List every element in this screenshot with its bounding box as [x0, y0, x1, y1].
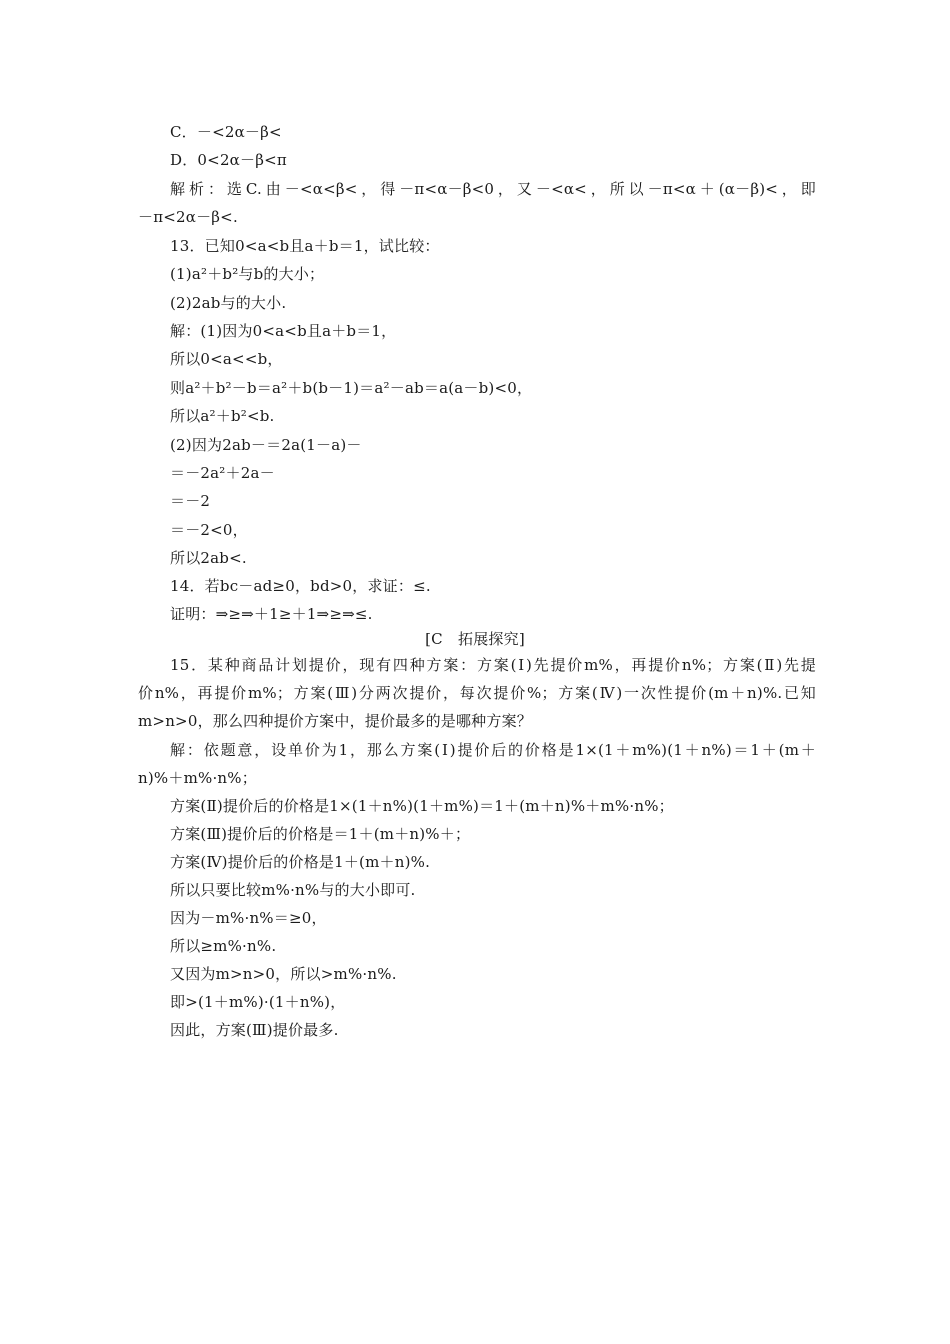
- solution-line: 所以2ab<.: [170, 549, 247, 567]
- solution-line: (2)因为2ab－＝2a(1－a)－: [170, 436, 362, 454]
- solution-line: 所以≥m%·n%.: [170, 937, 277, 955]
- solution-line: 所以只要比较m%·n%与的大小即可.: [170, 881, 416, 899]
- solution-line: 方案(Ⅲ)提价后的价格是＝1＋(m＋n)%＋；: [170, 825, 471, 843]
- analysis-line-cont: －π<2α－β<.: [138, 208, 238, 226]
- problem-15: 15．某种商品计划提价，现有四种方案：方案(Ⅰ)先提价m%，再提价n%；方案(Ⅱ)先提: [170, 656, 816, 674]
- analysis-line: 解析：选C.由－<α<β<，得－π<α－β<0，又－<α<，所以－π<α＋(α－β)<，即: [170, 180, 816, 198]
- solution-line: 所以a²＋b²<b.: [170, 407, 275, 425]
- solution-line: ＝－2a²＋2a－: [170, 464, 275, 482]
- solution-line-cont: n)%＋m%·n%；: [138, 769, 257, 787]
- solution-line: ＝－2<0，: [170, 521, 248, 539]
- solution-line: 则a²＋b²－b＝a²＋b(b－1)＝a²－ab＝a(a－b)<0，: [170, 379, 533, 397]
- problem-15-cont: 价n%，再提价m%；方案(Ⅲ)分两次提价，每次提价%；方案(Ⅳ)一次性提价(m＋n)%.已知: [138, 684, 816, 702]
- solution-line: 因为－m%·n%＝≥0，: [170, 909, 327, 927]
- option-c: C．－<2α－β<: [170, 123, 282, 141]
- solution-line: 方案(Ⅳ)提价后的价格是1＋(m＋n)%.: [170, 853, 431, 871]
- solution-line: 方案(Ⅱ)提价后的价格是1×(1＋n%)(1＋m%)＝1＋(m＋n)%＋m%·n%；: [170, 797, 674, 815]
- problem-13-part1: (1)a²＋b²与b的大小；: [170, 265, 325, 283]
- problem-14: 14．若bc－ad≥0，bd>0，求证：≤.: [170, 577, 431, 595]
- problem-13-part2: (2)2ab与的大小.: [170, 294, 287, 312]
- proof-line: 证明：⇒≥⇒＋1≥＋1⇒≥⇒≤.: [170, 605, 373, 623]
- problem-15-cont: m>n>0，那么四种提价方案中，提价最多的是哪种方案？: [138, 712, 532, 730]
- solution-line: 解：依题意，设单价为1，那么方案(Ⅰ)提价后的价格是1×(1＋m%)(1＋n%)＝1＋(m＋: [170, 741, 816, 759]
- solution-line: 解：(1)因为0<a<b且a＋b＝1，: [170, 322, 397, 340]
- problem-13: 13．已知0<a<b且a＋b＝1，试比较：: [170, 237, 440, 255]
- solution-line: 又因为m>n>0，所以>m%·n%.: [170, 965, 397, 983]
- section-heading: [C 拓展探究]: [425, 630, 525, 648]
- conclusion-line: 因此，方案(Ⅲ)提价最多.: [170, 1021, 339, 1039]
- option-d: D．0<2α－β<π: [170, 151, 287, 169]
- solution-line: 即>(1＋m%)·(1＋n%)，: [170, 993, 346, 1011]
- solution-line: ＝－2: [170, 492, 211, 510]
- solution-line: 所以0<a<<b，: [170, 350, 283, 368]
